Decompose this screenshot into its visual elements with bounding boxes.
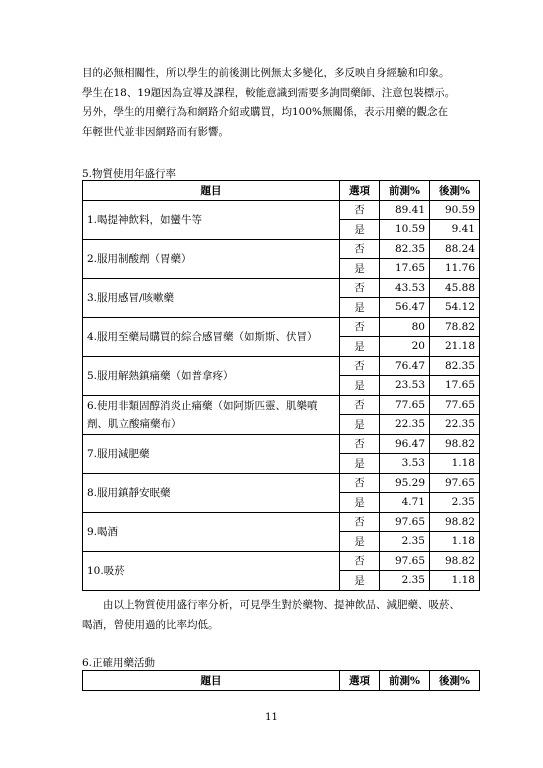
option-cell: 否: [340, 356, 380, 376]
post-cell: 22.35: [430, 415, 480, 435]
item-label: 2.服用制酸劑（胃藥）: [83, 239, 340, 278]
option-cell: 否: [340, 278, 380, 298]
substance-use-table: [82, 180, 480, 591]
option-cell: 是: [340, 220, 380, 240]
pre-cell: 97.65: [380, 512, 430, 532]
pre-cell: 89.41: [380, 200, 430, 220]
post-cell: 98.82: [430, 551, 480, 571]
header-option: 選項: [340, 671, 380, 691]
pre-cell: 17.65: [380, 259, 430, 279]
option-cell: 是: [340, 259, 380, 279]
post-cell: 98.82: [430, 434, 480, 454]
pre-cell: 20: [380, 337, 430, 357]
page-number: 11: [265, 712, 278, 723]
header-option: 選項: [340, 181, 380, 201]
table-header-row: [83, 671, 480, 691]
header-post: 後測%: [430, 671, 480, 691]
intro-line: 另外，學生的用藥行為和網路介紹或購買，均100%無關係，表示用藥的觀念在: [82, 106, 449, 118]
table-row: [83, 278, 480, 298]
option-cell: 否: [340, 551, 380, 571]
item-label: 8.服用鎮靜安眠藥: [83, 473, 340, 512]
post-cell: 78.82: [430, 317, 480, 337]
intro-paragraph: [82, 64, 482, 142]
pre-cell: 77.65: [380, 395, 430, 415]
header-pre: 前測%: [380, 671, 430, 691]
option-cell: 否: [340, 434, 380, 454]
table-row: [83, 473, 480, 493]
item-label: 4.服用至藥局購買的綜合感冒藥（如斯斯、伏冒）: [83, 317, 340, 356]
option-cell: 否: [340, 239, 380, 259]
table-row: [83, 434, 480, 454]
intro-line: 目的必無相關性，所以學生的前後測比例無太多變化，多反映自身經驗和印象。: [82, 67, 450, 79]
item-label: 5.服用解熱鎮痛藥（如普拿疼）: [83, 356, 340, 395]
table-row: [83, 356, 480, 376]
pre-cell: 96.47: [380, 434, 430, 454]
option-cell: 否: [340, 395, 380, 415]
table-row: [83, 395, 480, 415]
post-cell: 54.12: [430, 298, 480, 318]
correct-medication-table: [82, 670, 480, 691]
item-label: 10.吸菸: [83, 551, 340, 590]
pre-cell: 22.35: [380, 415, 430, 435]
pre-cell: 23.53: [380, 376, 430, 396]
item-label: 3.服用感冒/咳嗽藥: [83, 278, 340, 317]
post-cell: 21.18: [430, 337, 480, 357]
post-cell: 1.18: [430, 532, 480, 552]
item-label: 9.喝酒: [83, 512, 340, 551]
header-item: 題目: [83, 181, 340, 201]
conclusion-line: 喝酒，曾使用過的比率均低。: [82, 618, 219, 631]
table-row: [83, 239, 480, 259]
post-cell: 88.24: [430, 239, 480, 259]
header-pre: 前測%: [380, 181, 430, 201]
post-cell: 1.18: [430, 571, 480, 591]
conclusion-line: 由以上物質使用盛行率分析，可見學生對於藥物、提神飲品、減肥藥、吸菸、: [103, 599, 460, 611]
option-cell: 是: [340, 454, 380, 474]
section6-title: 6.正確用藥活動: [82, 657, 156, 669]
option-cell: 是: [340, 532, 380, 552]
option-cell: 是: [340, 493, 380, 513]
option-cell: 否: [340, 512, 380, 532]
post-cell: 11.76: [430, 259, 480, 279]
pre-cell: 95.29: [380, 473, 430, 493]
post-cell: 97.65: [430, 473, 480, 493]
post-cell: 98.82: [430, 512, 480, 532]
item-label: 1.喝提神飲料，如蠻牛等: [83, 200, 340, 239]
table-row: [83, 317, 480, 337]
item-label: 7.服用減肥藥: [83, 434, 340, 473]
option-cell: 是: [340, 337, 380, 357]
pre-cell: 76.47: [380, 356, 430, 376]
option-cell: 是: [340, 298, 380, 318]
option-cell: 是: [340, 415, 380, 435]
pre-cell: 2.35: [380, 532, 430, 552]
post-cell: 2.35: [430, 493, 480, 513]
pre-cell: 97.65: [380, 551, 430, 571]
intro-line: 年輕世代並非因網路而有影響。: [82, 125, 229, 138]
table-row: [83, 551, 480, 571]
post-cell: 9.41: [430, 220, 480, 240]
option-cell: 否: [340, 200, 380, 220]
table-row: [83, 200, 480, 220]
pre-cell: 2.35: [380, 571, 430, 591]
header-post: 後測%: [430, 181, 480, 201]
pre-cell: 80: [380, 317, 430, 337]
conclusion-paragraph: [82, 596, 482, 635]
header-item: 題目: [83, 671, 340, 691]
post-cell: 17.65: [430, 376, 480, 396]
post-cell: 1.18: [430, 454, 480, 474]
pre-cell: 10.59: [380, 220, 430, 240]
post-cell: 82.35: [430, 356, 480, 376]
section5-title: 5.物質使用年盛行率: [82, 168, 177, 180]
table-header-row: [83, 181, 480, 201]
option-cell: 是: [340, 376, 380, 396]
option-cell: 否: [340, 317, 380, 337]
post-cell: 90.59: [430, 200, 480, 220]
post-cell: 45.88: [430, 278, 480, 298]
table-row: [83, 512, 480, 532]
pre-cell: 43.53: [380, 278, 430, 298]
intro-line: 學生在18、19題因為宣導及課程，較能意識到需要多詢問藥師、注意包裝標示。: [82, 86, 456, 99]
pre-cell: 3.53: [380, 454, 430, 474]
pre-cell: 82.35: [380, 239, 430, 259]
pre-cell: 56.47: [380, 298, 430, 318]
post-cell: 77.65: [430, 395, 480, 415]
pre-cell: 4.71: [380, 493, 430, 513]
option-cell: 是: [340, 571, 380, 591]
item-label: 6.使用非類固醇消炎止痛藥（如阿斯匹靈、肌樂噴劑、肌立酸痛藥布）: [83, 395, 340, 434]
option-cell: 否: [340, 473, 380, 493]
